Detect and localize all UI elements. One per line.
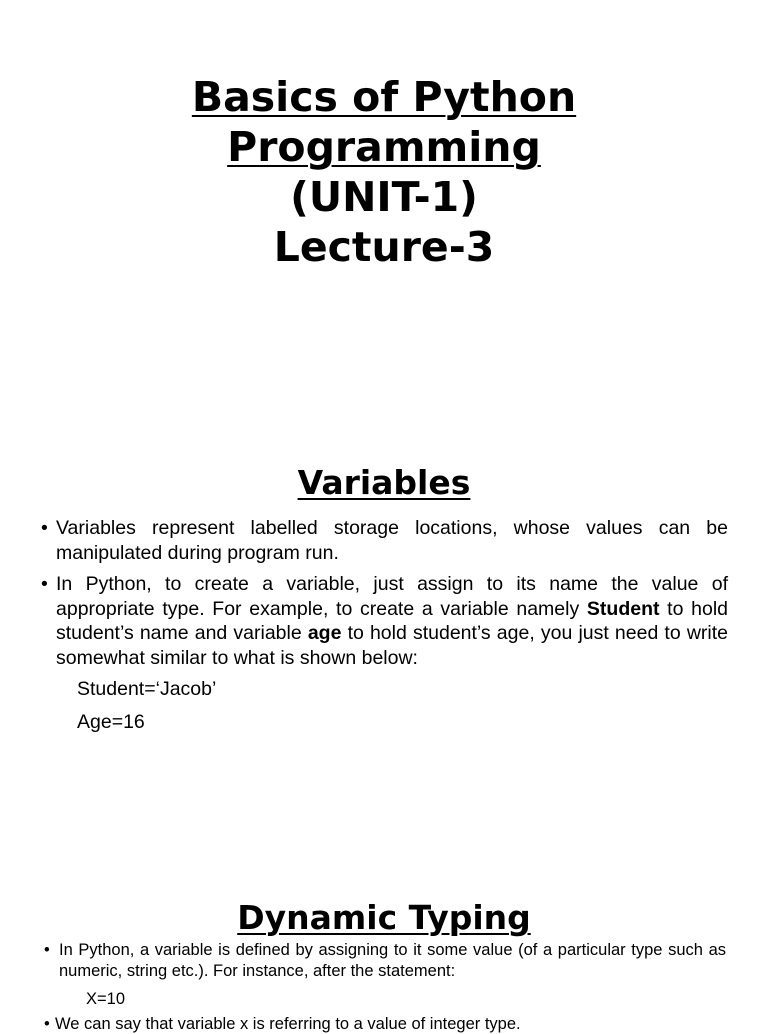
dynamic-bullet-2: • We can say that variable x is referring to a value of integer type. [0, 1014, 768, 1034]
variables-heading: Variables [0, 463, 768, 503]
slide-title [0, 72, 768, 272]
bullet2-bold-age: age [308, 622, 342, 644]
variables-bullet-2 [56, 572, 728, 670]
bullet2-text-2: to hold student’s name and variable [56, 598, 728, 645]
variables-slide [0, 463, 768, 734]
bullet2-text-3: to hold student’s age, you just need to write somewhat similar to what is shown below: [56, 622, 728, 669]
bullet2-bold-student: Student [587, 598, 660, 620]
title-line-1: Basics of Python [192, 73, 576, 121]
dynamic-bullet-list [0, 940, 768, 981]
title-slide [0, 72, 768, 272]
variables-bullet-1: • Variables represent labelled storage locations, whose values can be manipulated during program run. [56, 516, 728, 565]
code-x: X=10 [0, 989, 768, 1010]
variables-bullet-list [0, 516, 768, 670]
code-age: Age=16 [0, 710, 768, 735]
dynamic-bullet-1: • In Python, a variable is defined by assigning to it some value (of a particular type such as numeric, string etc.). For instance, after the statement: [59, 940, 726, 981]
code-student: Student=‘Jacob’ [0, 677, 768, 702]
dynamic-typing-heading: Dynamic Typing [0, 898, 768, 938]
title-line-2: Programming [227, 123, 541, 171]
dynamic-typing-slide [0, 898, 768, 1034]
title-line-3: (UNIT-1) [290, 173, 478, 221]
title-line-4: Lecture-3 [274, 223, 495, 271]
bullet2-text-1: In Python, to create a variable, just assign to its name the value of appropriate type. For example, to create a variable namely [56, 573, 728, 620]
